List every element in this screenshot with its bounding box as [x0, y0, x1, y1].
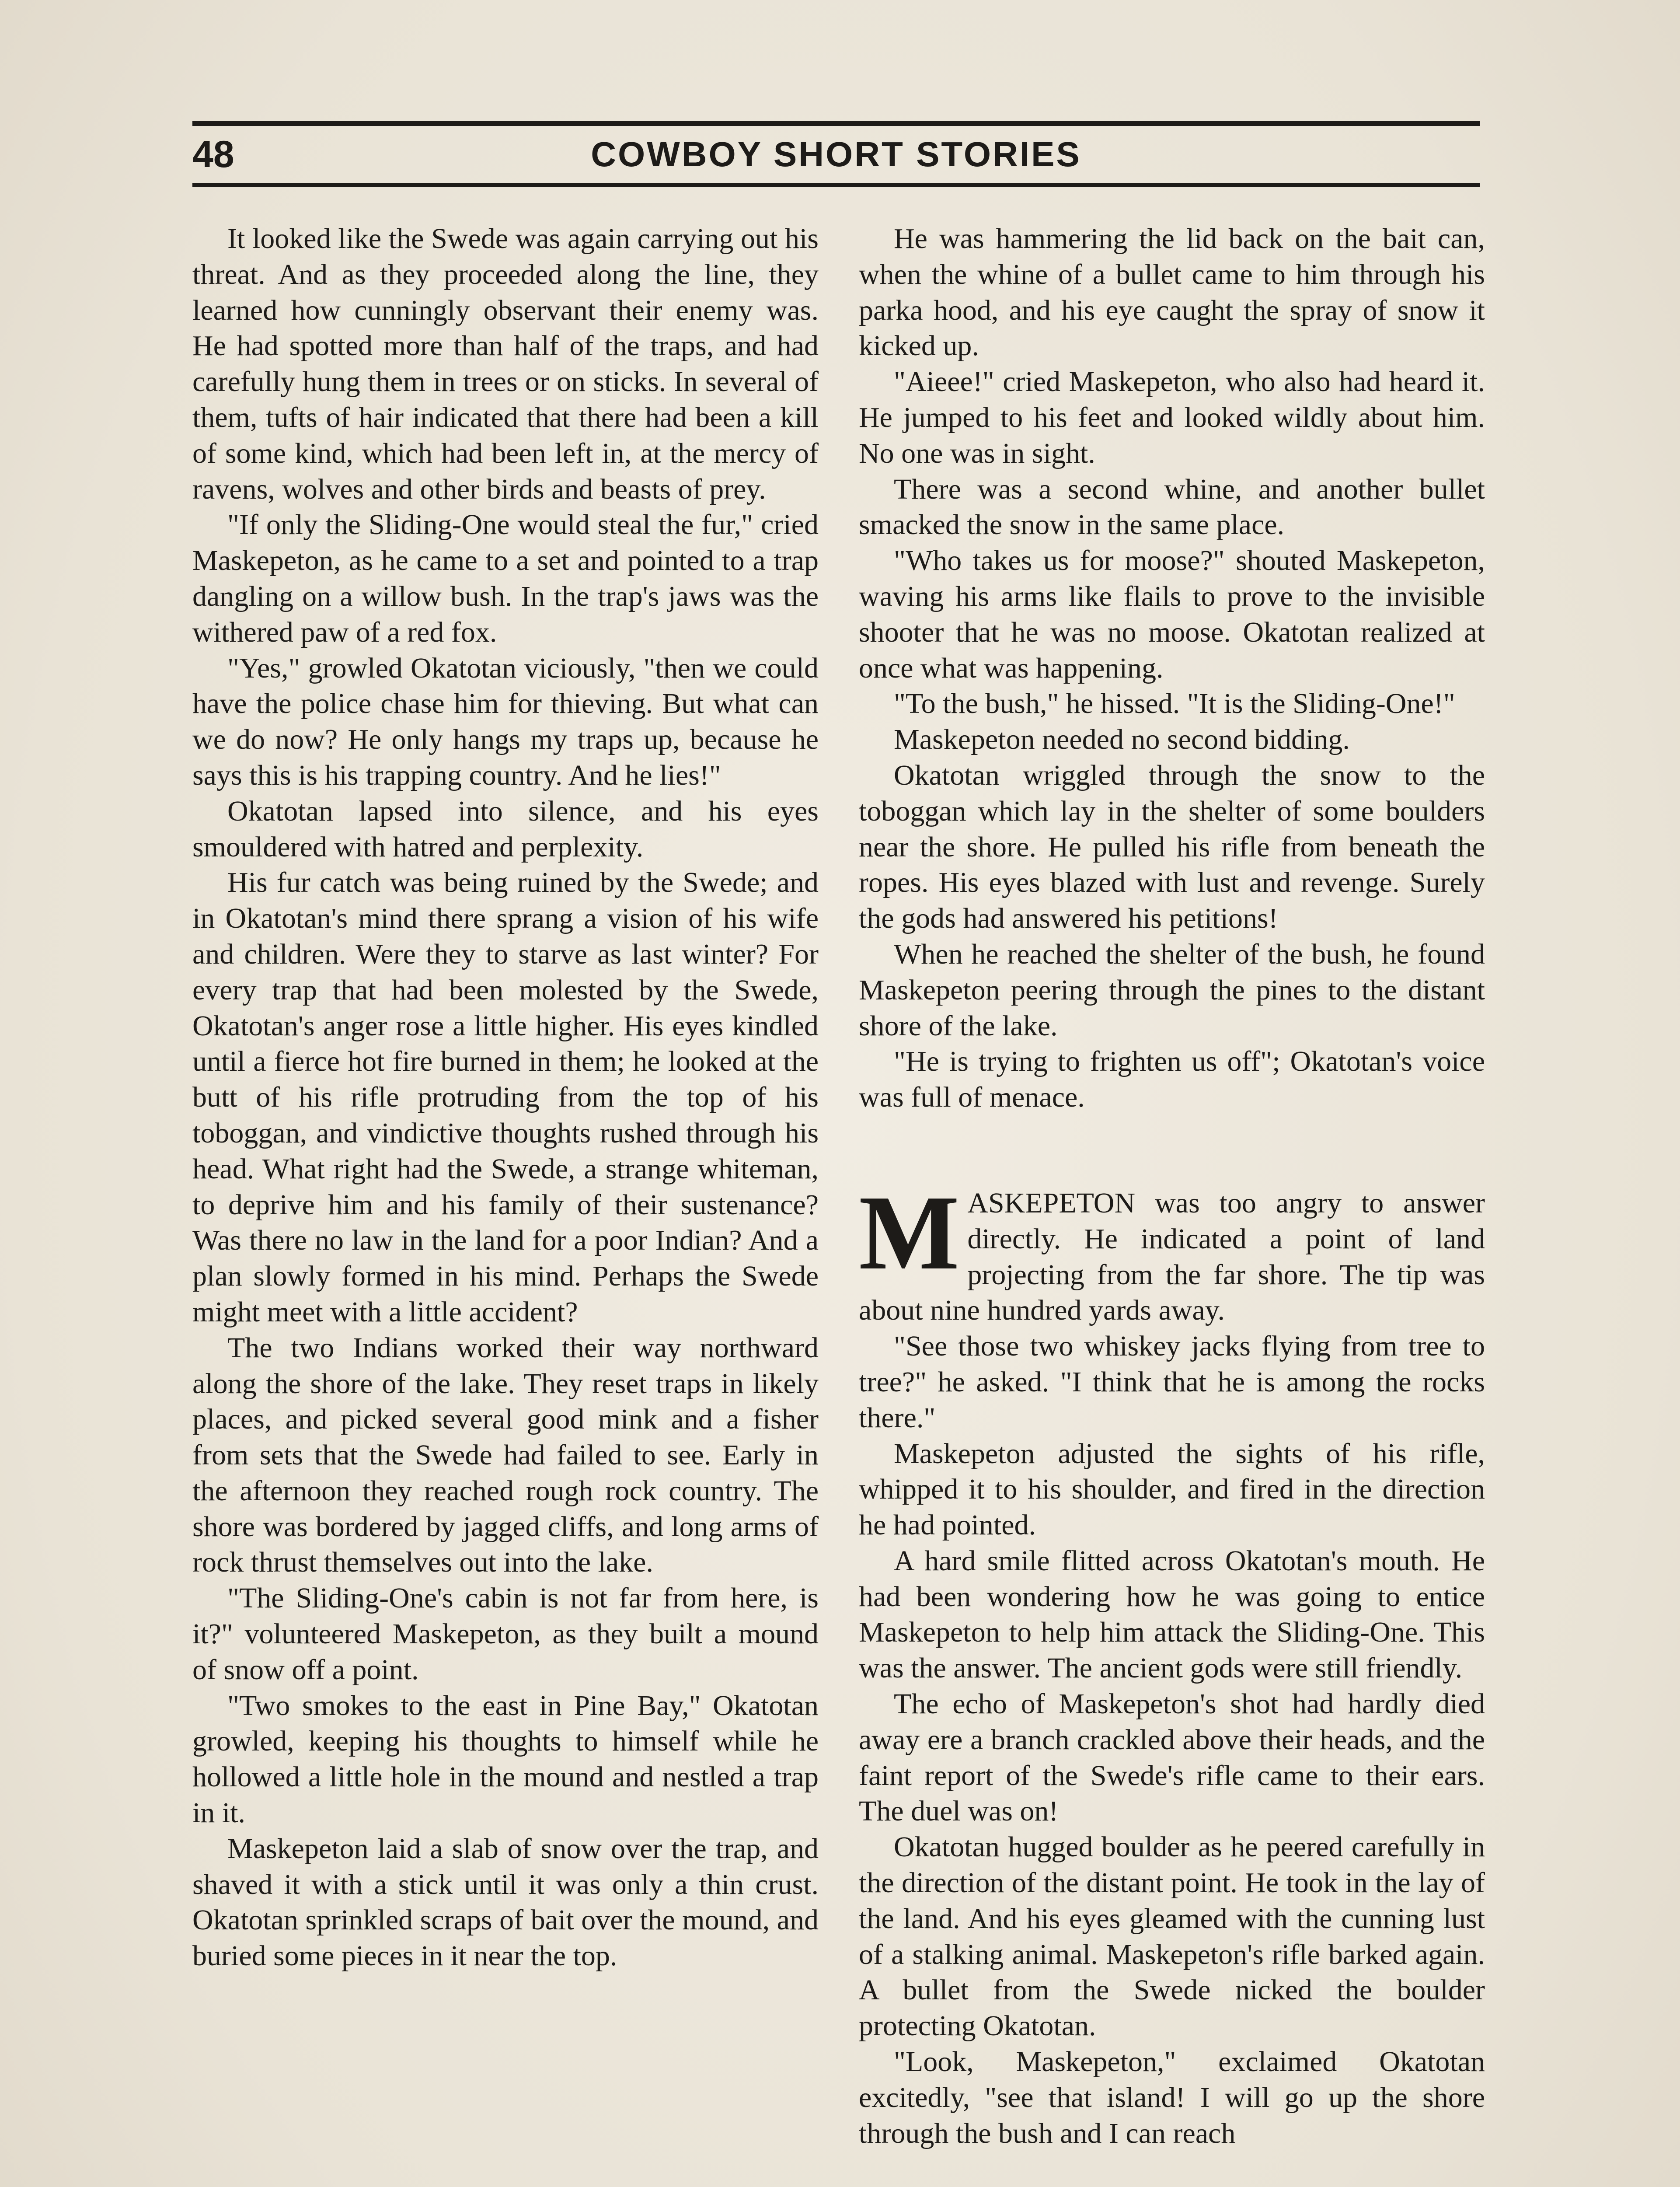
paragraph: Okatotan wriggled through the snow to the toboggan which lay in the shelter of some boulders near the shore. He pulled his rifle from beneath the ropes. His eyes blazed with lust and revenge. Surely the gods had answered his petitions! — [859, 759, 1485, 935]
paragraph: There was a second whine, and another bullet smacked the snow in the same place. — [859, 473, 1485, 541]
paragraph: Okatotan hugged boulder as he peered carefully in the direction of the distant point. He took in the lay of the land. And his eyes gleamed with the cunning lust of a stalking animal. Maskepeton's rifle barked again. A bullet from the Swede nicked the boulder protecting Okatotan. — [859, 1831, 1485, 2042]
paragraph: The echo of Maskepeton's shot had hardly died away ere a branch crackled above their heads, and the faint report of the Swede's rifle came to their ears. The duel was on! — [859, 1688, 1485, 1827]
paragraph: "To the bush," he hissed. "It is the Sliding-One!" — [894, 688, 1455, 720]
paragraph: Maskepeton laid a slab of snow over the trap, and shaved it with a stick until it was only a thin crust. Okatotan sprinkled scraps of bait over the mound, and buried some pieces in it near the top. — [192, 1832, 819, 1972]
dropcap-paragraph — [859, 1173, 1485, 1328]
paragraph: "The Sliding-One's cabin is not far from here, is it?" volunteered Maskepeton, as they built a mound of snow off a point. — [192, 1582, 819, 1686]
paragraph: Maskepeton adjusted the sights of his rifle, whipped it to his shoulder, and fired in the direction he had pointed. — [859, 1437, 1485, 1541]
dropcap-paragraph-text: ASKEPETON was too angry to answer directly. He indicated a point of land projecting from the far shore. The tip was about nine hundred yards away. — [859, 1187, 1485, 1327]
paragraph: Okatotan lapsed into silence, and his eyes smouldered with hatred and perplexity. — [192, 795, 819, 863]
left-column — [192, 221, 819, 2187]
paragraph: It looked like the Swede was again carrying out his threat. And as they proceeded along the line, they learned how cunningly observant their enemy was. He had spotted more than half of the traps, and had carefully hung them in trees or on sticks. In several of them, tufts of hair indicated that there had been a kill of some kind, which had been left in, at the mercy of ravens, wolves and other birds and beasts of prey. — [192, 223, 819, 505]
paragraph: "Look, Maskepeton," exclaimed Okatotan excitedly, "see that island! I will go up the shore through the bush and I can reach — [859, 2046, 1485, 2149]
paragraph: When he reached the shelter of the bush, he found Maskepeton peering through the pines to the distant shore of the lake. — [859, 938, 1485, 1042]
header-top-rule — [192, 121, 1480, 126]
running-title: COWBOY SHORT STORIES — [591, 135, 1081, 174]
paragraph: "If only the Sliding-One would steal the fur," cried Maskepeton, as he came to a set and pointed to a trap dangling on a willow bush. In the trap's jaws was the withered paw of a red fox. — [192, 509, 819, 648]
paragraph: Maskepeton needed no second bidding. — [894, 723, 1350, 756]
header-bottom-rule — [192, 183, 1480, 187]
paragraph: "Aieee!" cried Maskepeton, who also had heard it. He jumped to his feet and looked wildly about him. No one was in sight. — [859, 366, 1485, 469]
paragraph: "Yes," growled Okatotan viciously, "then we could have the police chase him for thieving. But what can we do now? He only hangs my traps up, because he says this is his trapping country. And he lies!" — [192, 652, 819, 791]
paragraph: "See those two whiskey jacks flying from tree to tree?" he asked. "I think that he is among the rocks there." — [859, 1330, 1485, 1434]
paragraph: He was hammering the lid back on the bait can, when the whine of a bullet came to him through his parka hood, and his eye caught the spray of snow it kicked up. — [859, 223, 1485, 362]
dropcap-letter: M — [859, 1173, 960, 1292]
right-column — [859, 221, 1485, 2187]
page-number: 48 — [192, 133, 234, 175]
page-header — [192, 130, 1480, 178]
paragraph: His fur catch was being ruined by the Swede; and in Okatotan's mind there sprang a vision of his wife and children. Were they to starve as last winter? For every trap that had been molested by the Swede, Okatotan's anger rose a little higher. His eyes kindled until a fierce hot fire burned in them; he looked at the butt of his rifle protruding from the top of his toboggan, and vindictive thoughts rushed through his head. What right had the Swede, a strange whiteman, to deprive him and his family of their sustenance? Was there no law in the land for a poor Indian? And a plan slowly formed in his mind. Perhaps the Swede might meet with a little accident? — [192, 866, 819, 1328]
paragraph: "He is trying to frighten us off"; Okatotan's voice was full of menace. — [859, 1045, 1485, 1114]
paragraph: The two Indians worked their way northward along the shore of the lake. They reset traps in likely places, and picked several good mink and a fisher from sets that the Swede had failed to see. Early in the afternoon they reached rough rock country. The shore was bordered by jagged cliffs, and long arms of rock thrust themselves out into the lake. — [192, 1331, 819, 1579]
paragraph: "Two smokes to the east in Pine Bay," Okatotan growled, keeping his thoughts to himself while he hollowed a little hole in the mound and nestled a trap in it. — [192, 1689, 819, 1829]
paragraph: "Who takes us for moose?" shouted Maskepeton, waving his arms like flails to prove to the invisible shooter that he was no moose. Okatotan realized at once what was happening. — [859, 545, 1485, 684]
paragraph: A hard smile flitted across Okatotan's mouth. He had been wondering how he was going to entice Maskepeton to help him attack the Sliding-One. This was the answer. The ancient gods were still friendly. — [859, 1544, 1485, 1684]
